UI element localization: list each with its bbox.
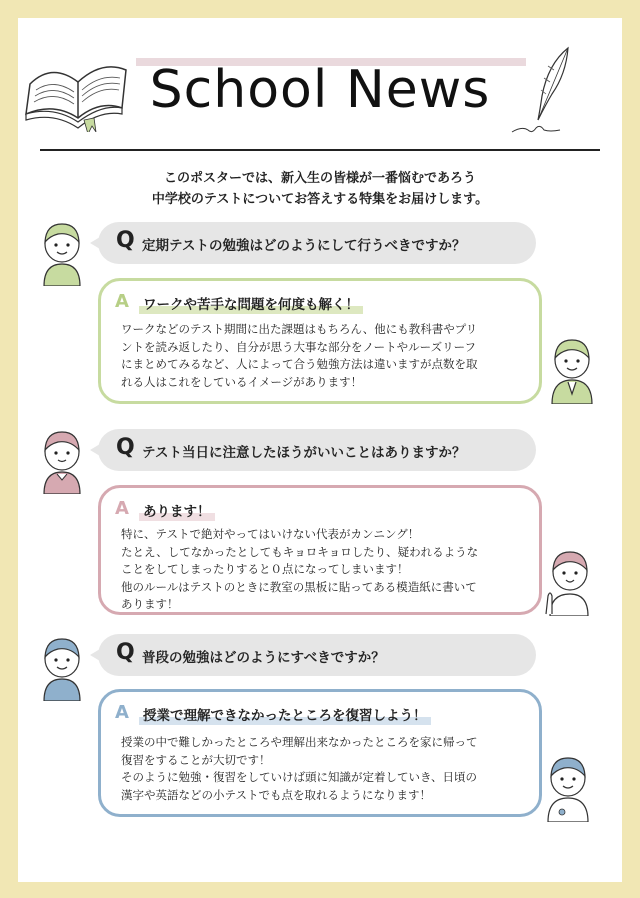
answer-heading-text: あります！ — [143, 504, 211, 520]
student-avatar-green — [40, 218, 84, 286]
poster — [18, 18, 622, 882]
answer-line: そのように勉強・復習をしていけば頭に知識が定着していき、日頃の — [121, 770, 478, 784]
question-bubble — [98, 429, 536, 471]
answer-marker: A — [115, 291, 129, 312]
question-text: 普段の勉強はどのようにすべきですか？ — [142, 650, 385, 666]
student-avatar-pink — [40, 426, 84, 494]
bubble-tail — [90, 649, 100, 661]
answer-box — [98, 689, 542, 817]
answer-heading-text: ワークや苦手な問題を何度も解く！ — [143, 297, 359, 313]
answer-heading — [143, 704, 427, 724]
answer-line: たとえ、してなかったとしてもキョロキョロしたり、疑われるような — [121, 544, 479, 559]
answer-line: れる人はこれをしているイメージがあります！ — [121, 374, 363, 389]
question-text: テスト当日に注意したほうがいいことはありますか？ — [142, 445, 466, 461]
question-text: 定期テストの勉強はどのようにして行うべきですか？ — [142, 238, 466, 254]
title-divider — [40, 149, 600, 151]
question-marker: Q — [116, 640, 135, 665]
teacher-avatar-blue — [544, 748, 592, 822]
student-avatar-blue — [40, 633, 84, 701]
answer-line: ワークなどのテスト期間に出た課題はもちろん、他にも教科書やプリ — [121, 322, 478, 336]
answer-marker: A — [115, 702, 129, 723]
answer-heading-text: 授業で理解できなかったところを復習しよう！ — [143, 708, 427, 724]
answer-line: あります！ — [121, 597, 179, 611]
answer-box — [98, 485, 542, 615]
question-bubble — [98, 634, 536, 676]
answer-line: 特に、テストで絶対やってはいけない代表がカンニング！ — [121, 527, 420, 541]
teacher-avatar-green — [548, 330, 596, 404]
bubble-tail — [90, 444, 100, 456]
answer-line: 授業の中で難しかったところや理解出来なかったところを家に帰って — [121, 735, 478, 749]
question-marker: Q — [116, 228, 135, 253]
intro-line: 中学校のテストについてお答えする特集をお届けします。 — [151, 192, 489, 207]
answer-line: 他のルールはテストのときに教室の黒板に貼ってある模造紙に書いて — [121, 579, 477, 594]
question-marker: Q — [116, 435, 135, 460]
answer-body — [121, 526, 525, 614]
answer-marker: A — [115, 498, 129, 519]
answer-line: にまとめてみるなど、人によって合う勉強方法は違いますが点数を取 — [121, 357, 478, 371]
answer-box — [98, 278, 542, 404]
answer-line: ントを読み返したり、自分が思う大事な部分をノートやルーズリーフ — [121, 339, 477, 354]
intro-text — [18, 168, 622, 210]
bubble-tail — [90, 237, 100, 249]
page-title: School News — [149, 60, 491, 120]
teacher-avatar-pink — [542, 544, 592, 616]
answer-body — [121, 321, 525, 391]
question-bubble — [98, 222, 536, 264]
answer-heading — [143, 500, 211, 520]
answer-body — [121, 734, 525, 804]
answer-line: 漢字や英語などの小テストでも点を取れるようになります！ — [121, 787, 432, 802]
answer-line: ことをしてしまったりすると０点になってしまいます！ — [121, 562, 409, 576]
answer-heading — [143, 293, 359, 313]
answer-line: 復習をすることが大切です！ — [121, 752, 271, 767]
intro-line: このポスターでは、新入生の皆様が一番悩むであろう — [163, 171, 476, 186]
